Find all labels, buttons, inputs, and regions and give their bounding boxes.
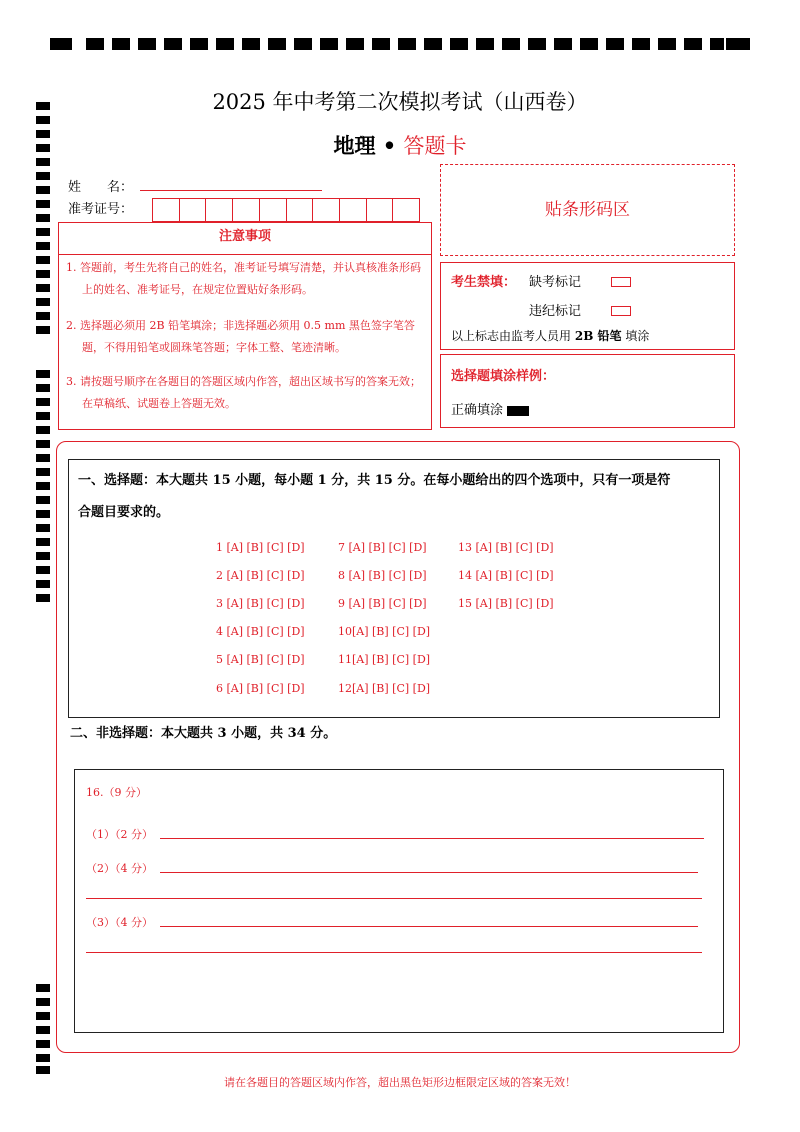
question-row[interactable]: 8 [A] [B] [C] [D] bbox=[338, 569, 427, 582]
answer-card-label: 答题卡 bbox=[403, 134, 467, 158]
notice-box bbox=[58, 222, 432, 430]
part-2-label: （2）（4 分） bbox=[86, 862, 153, 875]
violation-mark-box[interactable] bbox=[611, 300, 631, 319]
answer-line[interactable] bbox=[160, 838, 704, 839]
question-row[interactable]: 12[A] [B] [C] [D] bbox=[338, 682, 431, 695]
question-16-box bbox=[74, 769, 724, 1033]
page-title: 2025 年中考第二次模拟考试（山西卷） bbox=[212, 90, 588, 114]
forbidden-box bbox=[440, 262, 735, 350]
question-row[interactable]: 14 [A] [B] [C] [D] bbox=[458, 569, 554, 582]
notice-item: 3. 请按题号顺序在各题目的答题区域内作答，超出区域书写的答案无效；在草稿纸、试题卷上答题无效。 bbox=[66, 375, 421, 410]
note-suffix: 填涂 bbox=[625, 329, 650, 343]
answer-line[interactable] bbox=[160, 926, 698, 927]
part-3-label: （3）（4 分） bbox=[86, 916, 153, 929]
question-16-label: 16.（9 分） bbox=[86, 786, 147, 799]
question-row[interactable]: 3 [A] [B] [C] [D] bbox=[216, 597, 305, 610]
subject-name: 地理 bbox=[333, 133, 376, 158]
question-row[interactable]: 2 [A] [B] [C] [D] bbox=[216, 569, 305, 582]
name-label: 姓 名： bbox=[68, 180, 134, 195]
correct-fill-label bbox=[451, 399, 529, 418]
answer-line[interactable] bbox=[86, 952, 702, 953]
violation-mark-label: 违纪标记 bbox=[529, 304, 582, 319]
question-row[interactable]: 13 [A] [B] [C] [D] bbox=[458, 541, 554, 554]
question-row[interactable]: 4 [A] [B] [C] [D] bbox=[216, 625, 305, 638]
question-row[interactable]: 10[A] [B] [C] [D] bbox=[338, 625, 431, 638]
forbidden-title: 考生禁填： bbox=[451, 275, 517, 290]
filled-sample-mark bbox=[507, 406, 529, 416]
name-field[interactable] bbox=[140, 190, 322, 191]
question-row[interactable]: 11[A] [B] [C] [D] bbox=[338, 653, 431, 666]
absent-mark-box[interactable] bbox=[611, 271, 631, 290]
note-bold: 2B 铅笔 bbox=[574, 329, 622, 343]
question-row[interactable]: 15 [A] [B] [C] [D] bbox=[458, 597, 554, 610]
question-row[interactable]: 9 [A] [B] [C] [D] bbox=[338, 597, 427, 610]
question-row[interactable]: 5 [A] [B] [C] [D] bbox=[216, 653, 305, 666]
sample-box bbox=[440, 354, 735, 428]
section2-title: 二、非选择题：本大题共 3 小题，共 34 分。 bbox=[70, 726, 337, 741]
forbidden-note bbox=[451, 327, 649, 344]
section1-title-line2: 合题目要求的。 bbox=[78, 505, 170, 520]
answer-line[interactable] bbox=[86, 898, 702, 899]
correct-fill-text: 正确填涂 bbox=[451, 403, 504, 418]
id-number-grid[interactable] bbox=[152, 198, 420, 222]
question-row[interactable]: 1 [A] [B] [C] [D] bbox=[216, 541, 305, 554]
footer-warning: 请在各题目的答题区域内作答，超出黑色矩形边框限定区域的答案无效！ bbox=[224, 1076, 576, 1089]
notice-title: 注意事项 bbox=[59, 223, 431, 255]
section1-title-line1: 一、选择题：本大题共 15 小题，每小题 1 分，共 15 分。在每小题给出的四个选项中，只有一项是符 bbox=[78, 473, 671, 488]
sample-title: 选择题填涂样例： bbox=[451, 369, 556, 384]
page-subtitle bbox=[0, 130, 800, 160]
question-row[interactable]: 6 [A] [B] [C] [D] bbox=[216, 682, 305, 695]
part-1-label: （1）（2 分） bbox=[86, 828, 153, 841]
answer-line[interactable] bbox=[160, 872, 698, 873]
notice-item: 2. 选择题必须用 2B 铅笔填涂；非选择题必须用 0.5 mm 黑色签字笔答题，不得用铅笔或圆珠笔答题；字体工整、笔迹清晰。 bbox=[66, 319, 415, 354]
bullet: • bbox=[382, 133, 397, 158]
barcode-area: 贴条形码区 bbox=[440, 164, 735, 256]
absent-mark-label: 缺考标记 bbox=[529, 275, 582, 290]
timing-marks-top bbox=[50, 38, 750, 52]
question-row[interactable]: 7 [A] [B] [C] [D] bbox=[338, 541, 427, 554]
notice-item: 1. 答题前，考生先将自己的姓名，准考证号填写清楚，并认真核准条形码上的姓名、准考证号，在规定位置贴好条形码。 bbox=[66, 261, 421, 296]
note-prefix: 以上标志由监考人员用 bbox=[451, 329, 572, 343]
id-label: 准考证号： bbox=[68, 202, 134, 217]
